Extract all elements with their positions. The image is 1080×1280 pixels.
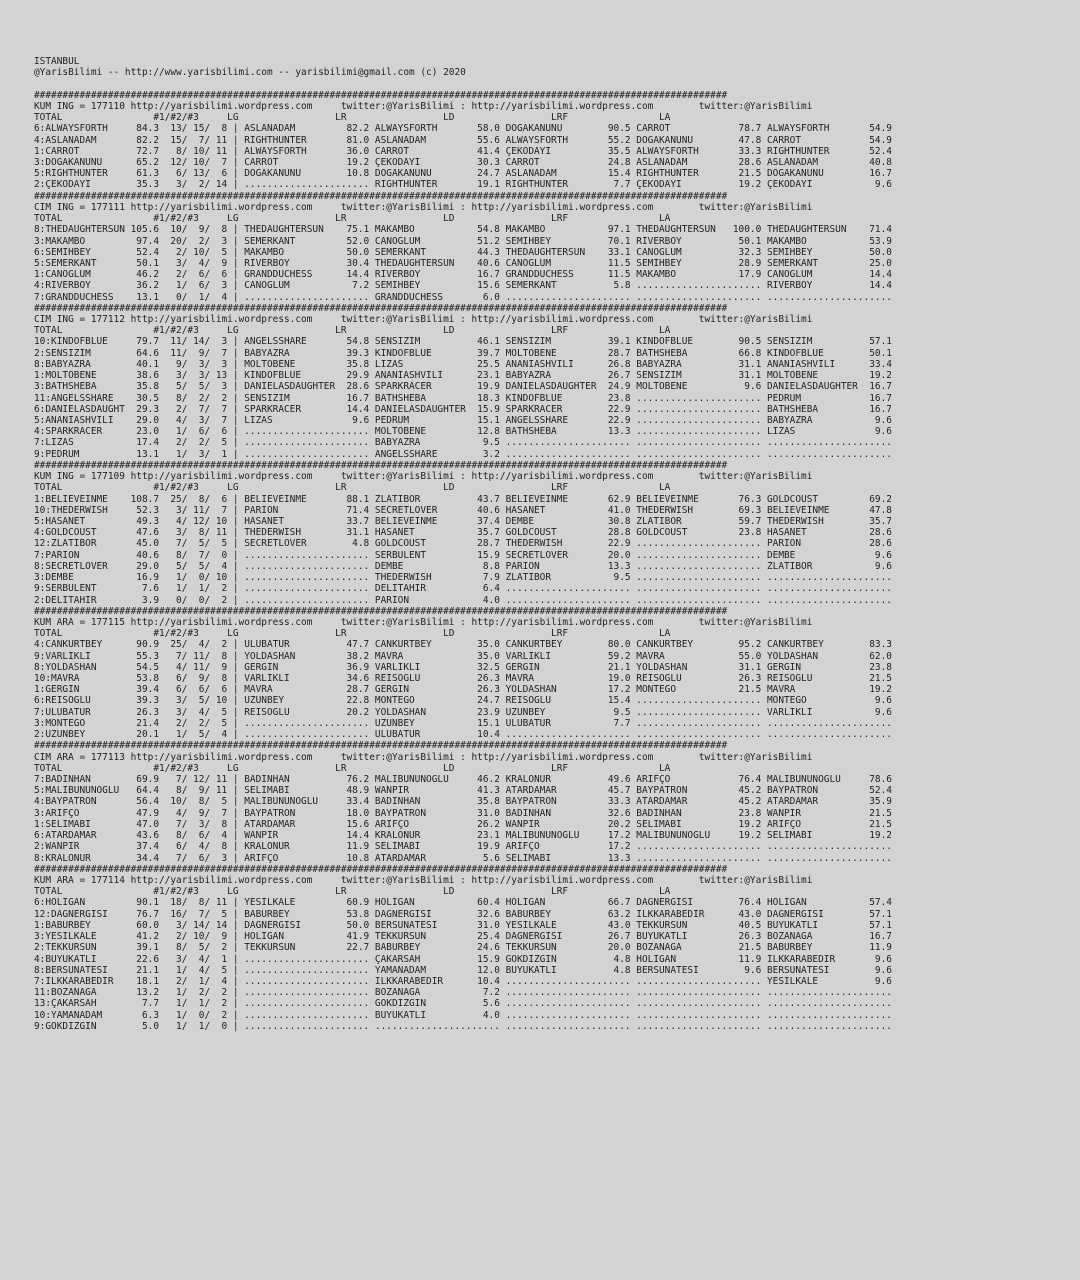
table-row: 8:YOLDASHAN 54.5 4/ 11/ 9 | GERGIN 36.9 VARLIKLI 32.5 GERGIN 21.1 YOLDASHAN 31.1 GERGIN 23.8 [34,661,892,673]
table-row: 5:HASANET 49.3 4/ 12/ 10 | HASANET 33.7 BELIEVEINME 37.4 DEMBE 30.8 ZLATIBOR 59.7 THEDERWISH 35.7 [34,515,892,527]
race-section [34,460,1074,606]
report-credit-line: @YarisBilimi -- http://www.yarisbilimi.com -- yarisbilimi@gmail.com (c) 2020 [34,67,466,79]
table-row: 3:DEMBE 16.9 1/ 0/ 10 | ...................... THEDERWISH 7.9 ZLATIBOR 9.5 ...................... ...................... [34,572,892,584]
table-row: 6:DANIELASDAUGHT 29.3 2/ 7/ 7 | SPARKRACER 14.4 DANIELASDAUGHTER 15.9 SPARKRACER 22.9 ...................... BATHSHEBA 16.7 [34,403,892,415]
separator-line: ########################################################################################################################## [34,605,728,617]
table-row: 9:VARLIKLI 55.3 7/ 11/ 8 | YOLDASHAN 38.2 MAVRA 35.0 VARLIKLI 59.2 MAVRA 55.0 YOLDASHAN 62.0 [34,650,892,662]
table-row: 4:ASLANADAM 82.2 15/ 7/ 11 | RIGHTHUNTER 81.0 ASLANADAM 55.6 ALWAYSFORTH 55.2 DOGAKANUNU 47.8 CARROT 54.9 [34,134,892,146]
table-row: 4:GOLDCOUST 47.6 3/ 8/ 11 | THEDERWISH 31.1 HASANET 35.7 GOLDCOUST 28.8 GOLDCOUST 23.8 HASANET 28.6 [34,527,892,539]
table-row: 4:BÜYÜKATLI 22.6 3/ 4/ 1 | ...................... ÇAKARSAH 15.9 GÖKDIZGIN 4.8 HOLIGAN 11.9 ILKKARABEDIR 9.6 [34,953,892,965]
table-row: 2:TEKKURSUN 39.1 8/ 5/ 2 | TEKKURSUN 22.7 BABÜRBEY 24.6 TEKKURSUN 20.0 BOZANAGA 21.5 BABÜRBEY 11.9 [34,942,892,954]
table-row: 5:RIGHTHUNTER 61.3 6/ 13/ 6 | DOGAKANUNU 10.8 DOGAKANUNU 24.7 ASLANADAM 15.4 RIGHTHUNTER 21.5 DOGAKANUNU 16.7 [34,168,892,180]
separator-line: ########################################################################################################################## [34,863,728,875]
report-city-title: ISTANBUL [34,56,80,67]
table-row: 3:DOGAKANUNU 65.2 12/ 10/ 7 | CARROT 19.2 ÇEKODAYI 30.3 CARROT 24.8 ASLANADAM 28.6 ASLANADAM 40.8 [34,156,892,168]
table-row: 4:BAYPATRON 56.4 10/ 8/ 5 | MALIBUNUNOGLU 33.4 BADINHAN 35.8 BAYPATRON 33.3 ATARDAMAR 45.2 ATARDAMAR 35.9 [34,796,892,808]
column-header: TOTAL #1/#2/#3 LG LR LD LRF LA [34,762,671,774]
table-row: 11:BOZANAGA 13.2 1/ 2/ 2 | ...................... BOZANAGA 7.2 ...................... ...................... ...................... [34,987,892,999]
table-row: 7:LIZAS 17.4 2/ 2/ 5 | ...................... BABYAZRA 9.5 ...................... ...................... ...................... [34,437,892,449]
table-row: 1:GERGIN 39.4 6/ 6/ 6 | MAVRA 28.7 GERGIN 26.3 YOLDASHAN 17.2 MONTEGO 21.5 MAVRA 19.2 [34,684,892,696]
column-header: TOTAL #1/#2/#3 LG LR LD LRF LA [34,325,671,337]
table-row: 3:MONTEGO 21.4 2/ 2/ 5 | ...................... UZUNBEY 15.1 ULUBATUR 7.7 ...................... ...................... [34,717,892,729]
table-row: 2:UZUNBEY 20.1 1/ 5/ 4 | ...................... ULUBATUR 10.4 ...................... ...................... ...................... [34,729,892,741]
table-row: 3:BATHSHEBA 35.8 5/ 5/ 3 | DANIELASDAUGHTER 28.6 SPARKRACER 19.9 DANIELASDAUGHTER 24.9 MOLTOBENE 9.6 DANIELASDAUGHTER 16.7 [34,381,892,393]
table-row: 9:GÖKDIZGIN 5.0 1/ 1/ 0 | ...................... ...................... ...................... ...................... ...................... [34,1020,892,1032]
table-row: 6:HOLIGAN 90.1 18/ 8/ 11 | YESILKALE 60.9 HOLIGAN 60.4 HOLIGAN 66.7 DAGNERGISI 76.4 HOLIGAN 57.4 [34,897,892,909]
table-row: 5:SEMERKANT 50.1 3/ 4/ 9 | RIVERBOY 30.4 THEDAUGHTERSUN 40.6 CANOGLUM 11.5 SEMIHBEY 28.9 SEMERKANT 25.0 [34,257,892,269]
table-row: 10:YAMANADAM 6.3 1/ 0/ 2 | ...................... BÜYÜKATLI 4.0 ...................... ...................... ...................... [34,1009,892,1021]
table-row: 6:ALWAYSFORTH 84.3 13/ 15/ 8 | ASLANADAM 82.2 ALWAYSFORTH 58.0 DOGAKANUNU 90.5 CARROT 78.7 ALWAYSFORTH 54.9 [34,123,892,135]
separator-line: ########################################################################################################################## [34,459,728,471]
separator-line: ########################################################################################################################## [34,89,728,101]
race-title: KUM ING = 177110 http://yarisbilimi.wordpress.com twitter:@YarisBilimi : http://yarisbilimi.wordpress.com twitter:@YarisBilimi [34,100,813,112]
race-title: KUM ING = 177109 http://yarisbilimi.wordpress.com twitter:@YarisBilimi : http://yarisbilimi.wordpress.com twitter:@YarisBilimi [34,471,813,483]
race-section [34,740,1074,863]
race-title: KUM ARA = 177115 http://yarisbilimi.wordpress.com twitter:@YarisBilimi : http://yarisbilimi.wordpress.com twitter:@YarisBilimi [34,616,813,628]
column-header: TOTAL #1/#2/#3 LG LR LD LRF LA [34,482,671,494]
race-title: CIM ING = 177112 http://yarisbilimi.wordpress.com twitter:@YarisBilimi : http://yarisbilimi.wordpress.com twitter:@YarisBilimi [34,314,813,326]
table-row: 1:MOLTOBENE 38.6 3/ 3/ 13 | KINDOFBLUE 29.9 ANANIASHVILI 23.1 BABYAZRA 26.7 SENSIZIM 31.1 MOLTOBENE 19.2 [34,370,892,382]
race-title: CIM ING = 177111 http://yarisbilimi.wordpress.com twitter:@YarisBilimi : http://yarisbilimi.wordpress.com twitter:@YarisBilimi [34,201,813,213]
table-row: 3:ARIFÇO 47.9 4/ 9/ 7 | BAYPATRON 18.0 BAYPATRON 31.0 BADINHAN 32.6 BADINHAN 23.8 WANPIR 21.5 [34,807,892,819]
table-row: 8:BABYAZRA 40.1 9/ 3/ 3 | MOLTOBENE 35.8 LIZAS 25.5 ANANIASHVILI 26.8 BABYAZRA 31.1 ANANIASHVILI 33.4 [34,358,892,370]
table-row: 4:SPARKRACER 23.0 1/ 6/ 6 | ...................... MOLTOBENE 12.8 BATHSHEBA 13.3 ...................... LIZAS 9.6 [34,426,892,438]
race-sections [34,90,1074,1032]
table-row: 7:ILKKARABEDIR 18.1 2/ 1/ 4 | ...................... ILKKARABEDIR 10.4 ...................... ...................... YESILKALE 9.6 [34,975,892,987]
table-row: 9:SERBÜLENT 7.6 1/ 1/ 2 | ...................... DELITAHIR 6.4 ...................... ...................... ...................... [34,583,892,595]
table-row: 2:DELITAHIR 3.9 0/ 0/ 2 | ...................... PARION 4.0 ...................... ...................... ...................... [34,594,892,606]
table-row: 11:ANGELSSHARE 30.5 8/ 2/ 2 | SENSIZIM 16.7 BATHSHEBA 18.3 KINDOFBLUE 23.8 ...................... PEDRUM 16.7 [34,392,892,404]
race-title: KUM ARA = 177114 http://yarisbilimi.wordpress.com twitter:@YarisBilimi : http://yarisbilimi.wordpress.com twitter:@YarisBilimi [34,874,813,886]
table-row: 7:BADINHAN 69.9 7/ 12/ 11 | BADINHAN 76.2 MALIBUNUNOGLU 46.2 KRALONUR 49.6 ARIFÇO 76.4 MALIBUNUNOGLU 78.6 [34,774,892,785]
table-row: 4:RIVERBOY 36.2 1/ 6/ 3 | CANOGLUM 7.2 SEMIHBEY 15.6 SEMERKANT 5.8 ...................... RIVERBOY 14.4 [34,280,892,292]
table-row: 7:ULUBATUR 26.3 3/ 4/ 5 | REISOGLU 20.2 YOLDASHAN 23.9 UZUNBEY 9.5 ...................... VARLIKLI 9.6 [34,706,892,718]
table-row: 8:KRALONUR 34.4 7/ 6/ 3 | ARIFÇO 10.8 ATARDAMAR 5.6 SELIMABI 13.3 ...................... ...................... [34,852,892,864]
column-header: TOTAL #1/#2/#3 LG LR LD LRF LA [34,886,671,898]
separator-line: ########################################################################################################################## [34,740,728,752]
separator-line: ########################################################################################################################## [34,190,728,202]
table-row: 1:BABÜRBEY 60.0 3/ 14/ 14 | DAGNERGISI 50.0 BERSUNATESI 31.0 YESILKALE 43.0 TEKKURSUN 40.5 BÜYÜKATLI 57.1 [34,919,892,931]
table-row: 6:SEMIHBEY 52.4 2/ 10/ 5 | MAKAMBO 50.0 SEMERKANT 44.3 THEDAUGHTERSUN 33.1 CANOGLUM 32.3 SEMIHBEY 50.0 [34,246,892,258]
table-row: 2:ÇEKODAYI 35.3 3/ 2/ 14 | ...................... RIGHTHUNTER 19.1 RIGHTHUNTER 7.7 ÇEKODAYI 19.2 ÇEKODAYI 9.6 [34,179,892,191]
table-row: 8:BERSUNATESI 21.1 1/ 4/ 5 | ...................... YAMANADAM 12.0 BÜYÜKATLI 4.8 BERSUNATESI 9.6 BERSUNATESI 9.6 [34,964,892,976]
table-row: 1:CARROT 72.7 8/ 10/ 11 | ALWAYSFORTH 36.0 CARROT 41.4 ÇEKODAYI 35.5 ALWAYSFORTH 33.3 RIGHTHUNTER 52.4 [34,145,892,157]
table-row: 2:WANPIR 37.4 6/ 4/ 8 | KRALONUR 11.9 SELIMABI 19.9 ARIFÇO 17.2 ...................... ...................... [34,841,892,853]
separator-line: ########################################################################################################################## [34,302,728,314]
race-section [34,303,1074,460]
column-header: TOTAL #1/#2/#3 LG LR LD LRF LA [34,213,671,225]
table-row: 6:ATARDAMAR 43.6 8/ 6/ 4 | WANPIR 14.4 KRALONUR 23.1 MALIBUNUNOGLU 17.2 MALIBUNUNOGLU 19.2 SELIMABI 19.2 [34,830,892,842]
table-row: 1:SELIMABI 47.0 7/ 3/ 8 | ATARDAMAR 15.6 ARIFÇO 26.2 WANPIR 20.2 SELIMABI 19.2 ARIFÇO 21.5 [34,818,892,830]
table-row: 1:BELIEVEINME 108.7 25/ 8/ 6 | BELIEVEINME 88.1 ZLATIBOR 43.7 BELIEVEINME 62.9 BELIEVEINME 76.3 GOLDCOUST 69.2 [34,493,892,505]
table-row: 3:YESILKALE 41.2 2/ 10/ 9 | HOLIGAN 41.9 TEKKURSUN 25.4 DAGNERGISI 26.7 BÜYÜKATLI 26.3 BOZANAGA 16.7 [34,931,892,943]
table-row: 10:MAVRA 53.8 6/ 9/ 8 | VARLIKLI 34.6 REISOGLU 26.3 MAVRA 19.0 REISOGLU 26.3 REISOGLU 21.5 [34,673,892,685]
race-section [34,90,1074,191]
race-section [34,606,1074,741]
race-section [34,191,1074,303]
table-row: 4:CANKURTBEY 90.9 25/ 4/ 2 | ULUBATUR 47.7 CANKURTBEY 35.0 CANKURTBEY 80.0 CANKURTBEY 95.2 CANKURTBEY 83.3 [34,639,892,651]
table-row: 8:THEDAUGHTERSUN 105.6 10/ 9/ 8 | THEDAUGHTERSUN 75.1 MAKAMBO 54.8 MAKAMBO 97.1 THEDAUGHTERSUN 100.0 THEDAUGHTERSUN 71.4 [34,224,892,236]
table-row: 13:ÇAKARSAH 7.7 1/ 1/ 2 | ...................... GÖKDIZGIN 5.6 ...................... ...................... ...................... [34,998,892,1010]
table-row: 6:REISOGLU 39.3 3/ 5/ 10 | UZUNBEY 22.8 MONTEGO 24.7 REISOGLU 15.4 ...................... MONTEGO 9.6 [34,695,892,707]
column-header: TOTAL #1/#2/#3 LG LR LD LRF LA [34,628,671,640]
blank-line [34,78,1074,89]
table-row: 2:SENSIZIM 64.6 11/ 9/ 7 | BABYAZRA 39.3 KINDOFBLUE 39.7 MOLTOBENE 28.7 BATHSHEBA 66.8 KINDOFBLUE 50.1 [34,347,892,359]
race-title: CIM ARA = 177113 http://yarisbilimi.wordpress.com twitter:@YarisBilimi : http://yarisbilimi.wordpress.com twitter:@YarisBilimi [34,751,813,763]
table-row: 3:MAKAMBO 97.4 20/ 2/ 3 | SEMERKANT 52.0 CANOGLUM 51.2 SEMIHBEY 70.1 RIVERBOY 50.1 MAKAMBO 53.9 [34,235,892,247]
table-row: 12:DAGNERGISI 76.7 16/ 7/ 5 | BABÜRBEY 53.8 DAGNERGISI 32.6 BABÜRBEY 63.2 ILKKARABEDIR 43.0 DAGNERGISI 57.1 [34,908,892,920]
table-row: 1:CANOGLUM 46.2 2/ 6/ 6 | GRANDDUCHESS 14.4 RIVERBOY 16.7 GRANDDUCHESS 11.5 MAKAMBO 17.9 CANOGLUM 14.4 [34,269,892,281]
table-row: 5:MALIBUNUNOGLU 64.4 8/ 9/ 11 | SELIMABI 48.9 WANPIR 41.3 ATARDAMAR 45.7 BAYPATRON 45.2 BAYPATRON 52.4 [34,785,892,797]
table-row: 10:KINDOFBLUE 79.7 11/ 14/ 3 | ANGELSSHARE 54.8 SENSIZIM 46.1 SENSIZIM 39.1 KINDOFBLUE 90.5 SENSIZIM 57.1 [34,336,892,348]
report-document [34,56,1074,1032]
table-row: 5:ANANIASHVILI 29.0 4/ 3/ 7 | LIZAS 9.6 PEDRUM 15.1 ANGELSSHARE 22.9 ...................... BABYAZRA 9.6 [34,415,892,426]
column-header: TOTAL #1/#2/#3 LG LR LD LRF LA [34,112,671,124]
table-row: 10:THEDERWISH 52.3 3/ 11/ 7 | PARION 71.4 SECRETLOVER 40.6 HASANET 41.0 THEDERWISH 69.3 BELIEVEINME 47.8 [34,504,892,516]
table-row: 7:GRANDDUCHESS 13.1 0/ 1/ 4 | ...................... GRANDDUCHESS 6.0 ...................... ...................... ...................... [34,291,892,303]
race-section [34,864,1074,1032]
table-row: 8:SECRETLOVER 29.0 5/ 5/ 4 | ...................... DEMBE 8.8 PARION 13.3 ...................... ZLATIBOR 9.6 [34,560,892,572]
table-row: 9:PEDRUM 13.1 1/ 3/ 1 | ...................... ANGELSSHARE 3.2 ...................... ...................... ...................... [34,448,892,460]
table-row: 7:PARION 40.6 8/ 7/ 0 | ...................... SERBÜLENT 15.9 SECRETLOVER 20.0 ...................... DEMBE 9.6 [34,549,892,561]
table-row: 12:ZLATIBOR 45.0 7/ 5/ 5 | SECRETLOVER 4.8 GOLDCOUST 28.7 THEDERWISH 22.9 ...................... PARION 28.6 [34,538,892,550]
